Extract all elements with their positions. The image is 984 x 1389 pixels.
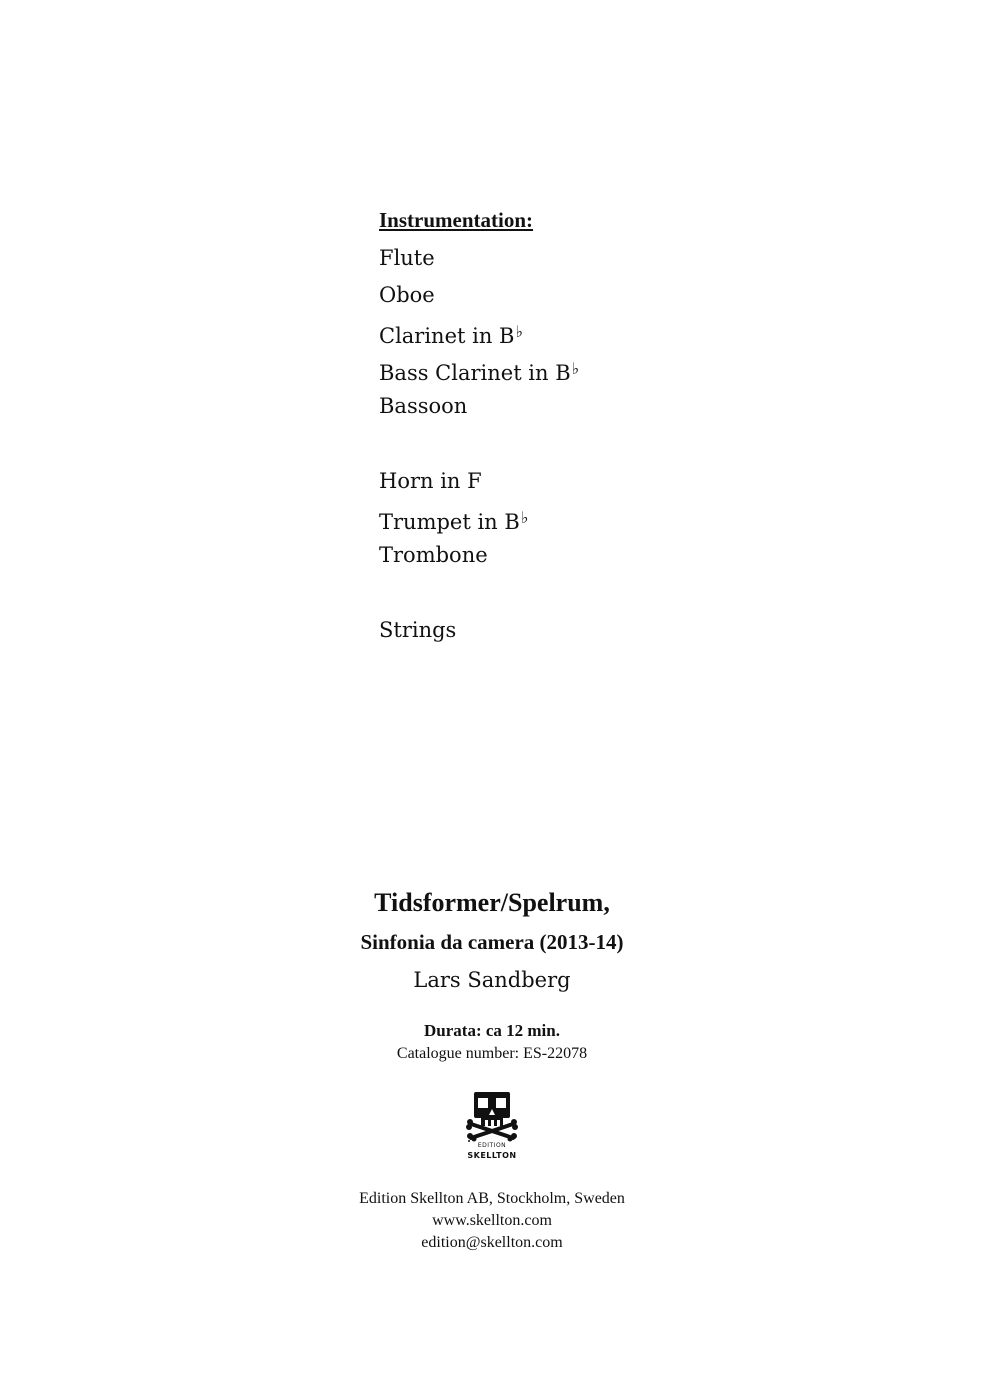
instrument-name: Trombone: [379, 543, 488, 567]
instrument-clarinet: [379, 318, 779, 346]
publisher-website: www.skellton.com: [432, 1212, 552, 1229]
instrument-name: Oboe: [379, 283, 435, 307]
edition-skellton-logo: [461, 1090, 523, 1164]
instrumentation-heading: Instrumentation:: [379, 208, 534, 232]
instrument-bassoon: [379, 392, 779, 420]
instrument-name: Horn in F: [379, 469, 482, 493]
duration: Durata: ca 12 min.: [424, 1021, 560, 1040]
flat-sign: ♭: [515, 322, 524, 341]
instrument-trumpet: [379, 504, 779, 532]
instrument-flute: [379, 244, 779, 272]
publisher-email: edition@skellton.com: [421, 1234, 563, 1251]
work-title: Tidsformer/Spelrum,: [374, 888, 610, 917]
instrument-name: Flute: [379, 246, 435, 270]
catalogue-number: Catalogue number: ES-22078: [396, 1045, 588, 1062]
section-gap: [379, 578, 779, 616]
instrument-horn: [379, 467, 779, 495]
instrument-strings: [379, 616, 779, 644]
flat-sign: ♭: [520, 508, 529, 527]
composer-name: Lars Sandberg: [413, 968, 571, 992]
logo-text-skellton: SKELLTON: [467, 1151, 517, 1160]
instrument-name: Bassoon: [379, 394, 468, 418]
instrument-oboe: [379, 281, 779, 309]
instrument-name: Bass Clarinet in B: [379, 361, 571, 385]
instrumentation-list: [379, 206, 779, 653]
section-gap: [379, 429, 779, 467]
instrument-name: Strings: [379, 618, 457, 642]
skull-crossbones-icon: [461, 1090, 523, 1142]
instrument-bass-clarinet: [379, 355, 779, 383]
flat-sign: ♭: [571, 359, 580, 378]
logo-text-edition: EDITION: [477, 1142, 507, 1149]
publisher-name: Edition Skellton AB, Stockholm, Sweden: [359, 1190, 625, 1207]
instrument-trombone: [379, 541, 779, 569]
instrument-name: Clarinet in B: [379, 324, 515, 348]
work-subtitle: Sinfonia da camera (2013-14): [360, 930, 624, 954]
instrument-name: Trumpet in B: [379, 510, 520, 534]
